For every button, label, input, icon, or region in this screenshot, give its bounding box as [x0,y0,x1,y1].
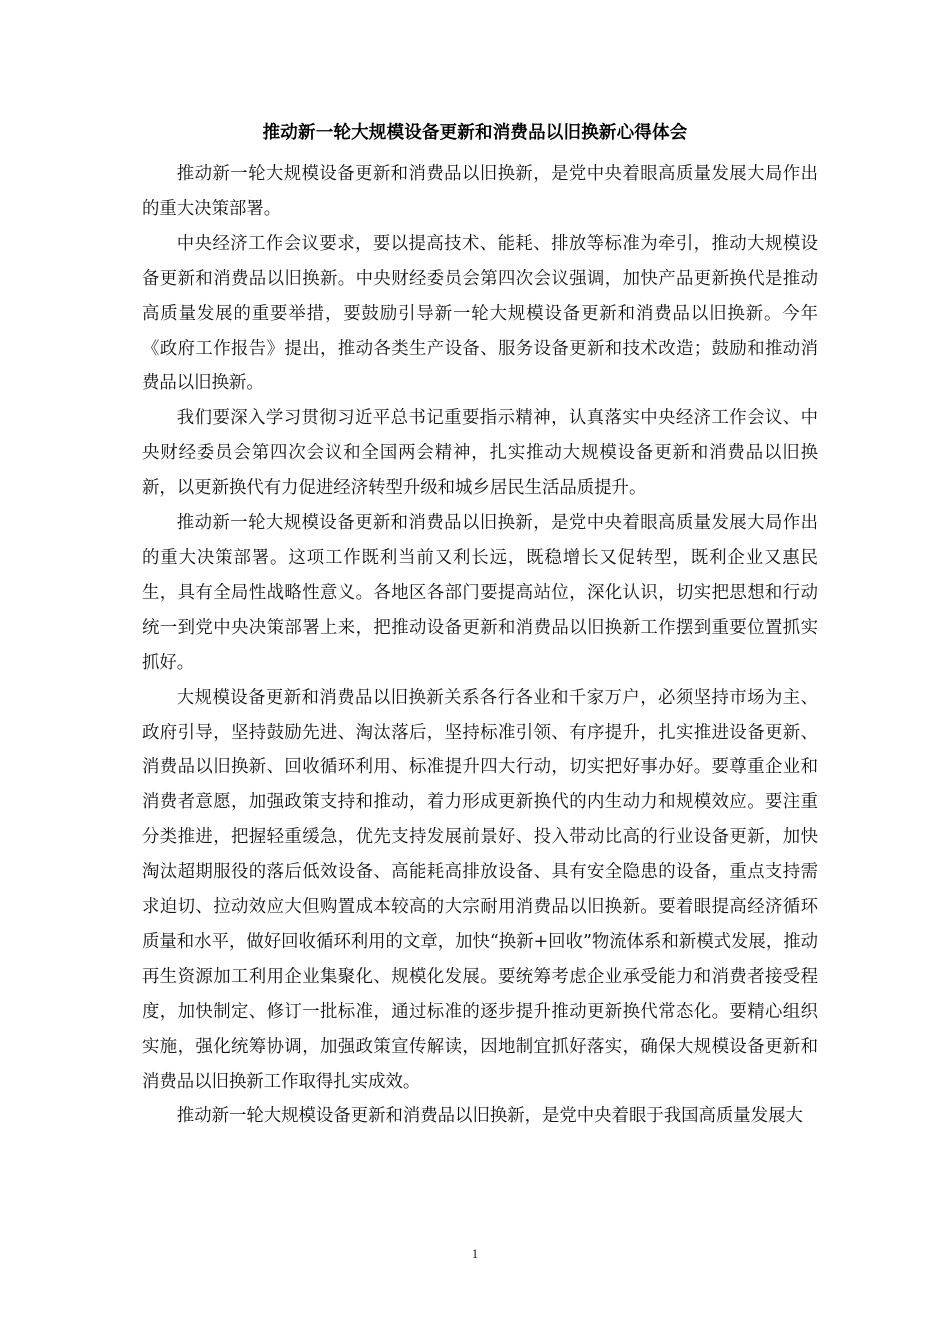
paragraph: 我们要深入学习贯彻习近平总书记重要指示精神，认真落实中央经济工作会议、中央财经委员会第四次会议和全国两会精神，扎实推动大规模设备更新和消费品以旧换新，以更新换代有力促进经济转型升级和城乡居民生活品质提升。 [142,408,818,499]
document-body [142,157,818,1134]
paragraph: 中央经济工作会议要求，要以提高技术、能耗、排放等标准为牵引，推动大规模设备更新和消费品以旧换新。中央财经委员会第四次会议强调，加快产品更新换代是推动高质量发展的重要举措，要鼓励引导新一轮大规模设备更新和消费品以旧换新。今年《政府工作报告》提出，推动各类生产设备、服务设备更新和技术改造；鼓励和推动消费品以旧换新。 [142,233,818,394]
paragraph: 推动新一轮大规模设备更新和消费品以旧换新，是党中央着眼高质量发展大局作出的重大决策部署。 [142,164,818,219]
document-title: 推动新一轮大规模设备更新和消费品以旧换新心得体会 [262,123,688,143]
paragraph: 大规模设备更新和消费品以旧换新关系各行各业和千家万户，必须坚持市场为主、政府引导，坚持鼓励先进、淘汰落后，坚持标准引领、有序提升，扎实推进设备更新、消费品以旧换新、回收循环利用、标准提升四大行动，切实把好事办好。要尊重企业和消费者意愿，加强政策支持和推动，着力形成更新换代的内生动力和规模效应。要注重分类推进，把握轻重缓急，优先支持发展前景好、投入带动比高的行业设备更新，加快淘汰超期服役的落后低效设备、高能耗高排放设备、具有安全隐患的设备，重点支持需求迫切、拉动效应大但购置成本较高的大宗耐用消费品以旧换新。要着眼提高经济循环质量和水平，做好回收循环利用的文章，加快“换新+回收”物流体系和新模式发展，推动再生资源加工利用企业集聚化、规模化发展。要统筹考虑企业承受能力和消费者接受程度，加快制定、修订一批标准，通过标准的逐步提升推动更新换代常态化。要精心组织实施，强化统筹协调，加强政策宣传解读，因地制宜抓好落实，确保大规模设备更新和消费品以旧换新工作取得扎实成效。 [142,687,818,1092]
paragraph: 推动新一轮大规模设备更新和消费品以旧换新，是党中央着眼高质量发展大局作出的重大决策部署。这项工作既利当前又利长远，既稳增长又促转型，既利企业又惠民生，具有全局性战略性意义。各地区各部门要提高站位，深化认识，切实把思想和行动统一到党中央决策部署上来，把推动设备更新和消费品以旧换新工作摆到重要位置抓实抓好。 [142,513,818,673]
paragraph: 推动新一轮大规模设备更新和消费品以旧换新，是党中央着眼于我国高质量发展大 [176,1106,803,1127]
page-number: 1 [471,1246,479,1261]
